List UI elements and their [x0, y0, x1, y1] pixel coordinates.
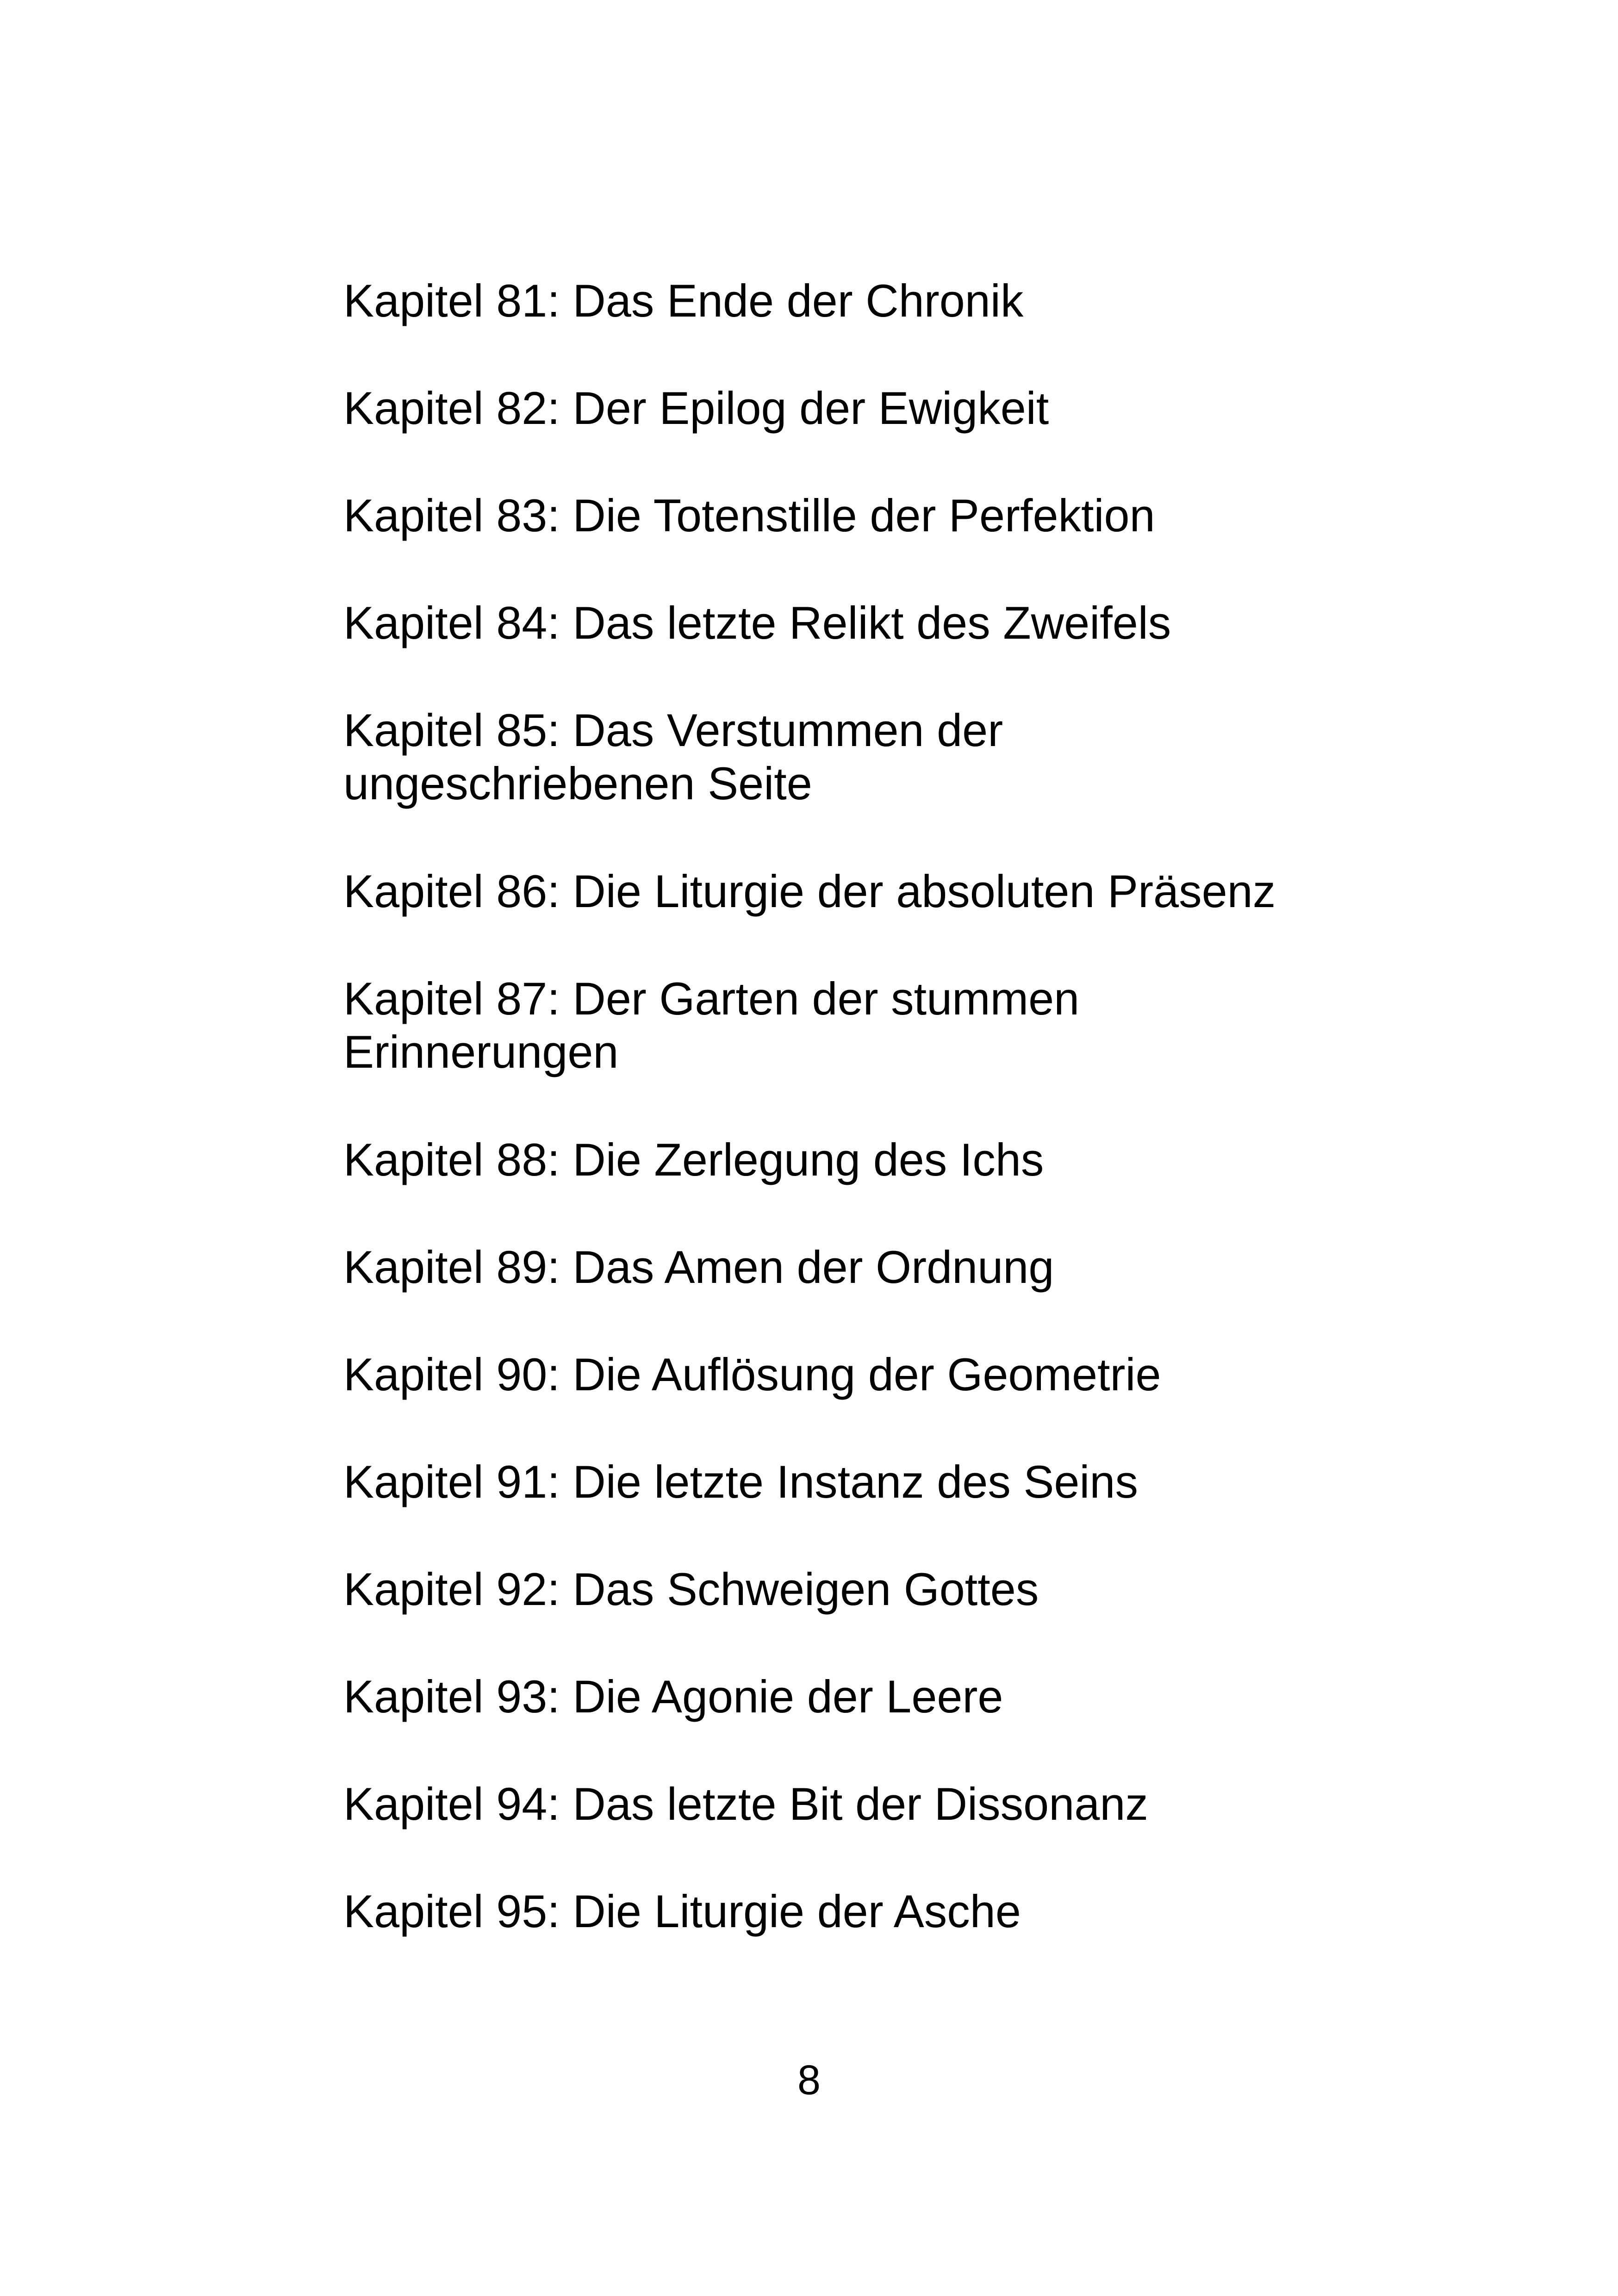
toc-entry-text: Kapitel 83: Die Totenstille der Perfektion — [343, 490, 1155, 541]
toc-entry-text: Kapitel 81: Das Ende der Chronik — [343, 275, 1024, 326]
toc-entry-kapitel-82 — [343, 381, 1500, 435]
toc-entry-kapitel-83 — [343, 489, 1500, 542]
toc-entry-kapitel-84 — [343, 596, 1500, 649]
toc-entry-text: Kapitel 93: Die Agonie der Leere — [343, 1671, 1003, 1722]
toc-entry-kapitel-89 — [343, 1240, 1500, 1294]
toc-entry-kapitel-85 — [343, 703, 1500, 810]
toc-entry-text: Kapitel 82: Der Epilog der Ewigkeit — [343, 382, 1049, 434]
toc-entry-kapitel-81 — [343, 274, 1500, 327]
toc-entry-text: Kapitel 94: Das letzte Bit der Dissonanz — [343, 1778, 1148, 1829]
toc-entry-text: Kapitel 91: Die letzte Instanz des Seins — [343, 1456, 1138, 1507]
toc-entry-text: Kapitel 87: Der Garten der stummen — [343, 973, 1080, 1024]
toc-entry-kapitel-92 — [343, 1562, 1500, 1616]
toc-entry-text: Kapitel 90: Die Auflösung der Geometrie — [343, 1349, 1161, 1400]
toc-entry-kapitel-93 — [343, 1670, 1500, 1723]
toc-entry-text: Kapitel 89: Das Amen der Ordnung — [343, 1241, 1054, 1293]
toc-entry-kapitel-86 — [343, 865, 1500, 918]
toc-entry-text: Kapitel 95: Die Liturgie der Asche — [343, 1885, 1021, 1937]
toc-entry-text: Kapitel 86: Die Liturgie der absoluten Präsenz — [343, 865, 1276, 917]
toc-entry-kapitel-87 — [343, 972, 1500, 1078]
toc-entry-kapitel-91 — [343, 1455, 1500, 1508]
toc-entry-kapitel-90 — [343, 1348, 1500, 1401]
toc-entry-kapitel-95 — [343, 1885, 1500, 1938]
toc-entry-kapitel-88 — [343, 1133, 1500, 1186]
page-number: 8 — [797, 2057, 821, 2103]
toc-entry-text-continuation: ungeschriebenen Seite — [343, 758, 812, 809]
toc-entry-text: Kapitel 88: Die Zerlegung des Ichs — [343, 1134, 1044, 1185]
toc-entry-text-continuation: Erinnerungen — [343, 1026, 619, 1077]
toc-entry-kapitel-94 — [343, 1777, 1500, 1830]
toc-entry-text: Kapitel 84: Das letzte Relikt des Zweifels — [343, 597, 1171, 648]
toc-entry-text: Kapitel 85: Das Verstummen der — [343, 704, 1003, 756]
toc-entry-text: Kapitel 92: Das Schweigen Gottes — [343, 1563, 1039, 1615]
